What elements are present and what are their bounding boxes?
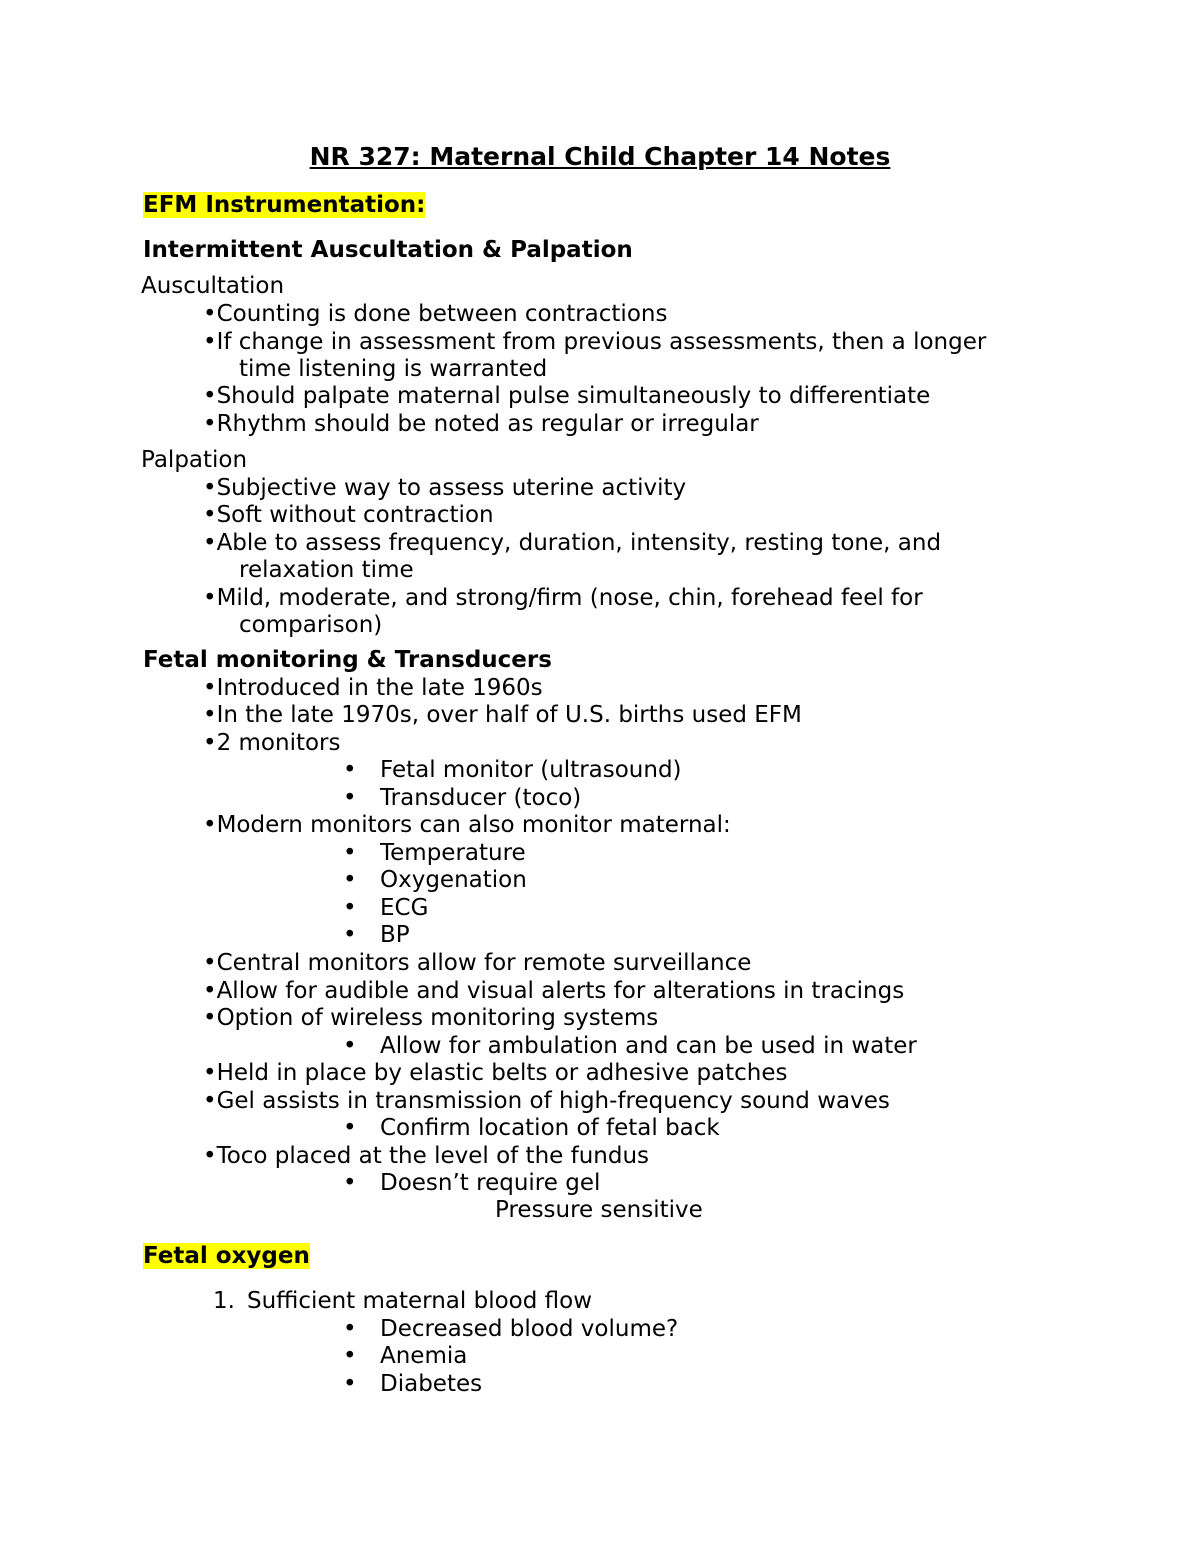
sub-list-item: Doesn’t require gel xyxy=(380,1170,601,1196)
sub-bullet: • xyxy=(343,757,357,783)
list-item-continuation: comparison) xyxy=(239,612,383,638)
list-item: •Able to assess frequency, duration, intensity, resting tone, and xyxy=(203,530,942,556)
sub-bullet: • xyxy=(343,1343,357,1369)
list-item: •Rhythm should be noted as regular or irregular xyxy=(203,411,759,437)
list-item: •Toco placed at the level of the fundus xyxy=(203,1143,650,1169)
sub-bullet: • xyxy=(343,1371,357,1397)
heading-intermittent-auscultation: Intermittent Auscultation & Palpation xyxy=(143,237,633,263)
sub-bullet: • xyxy=(343,1115,357,1141)
list-item: •In the late 1970s, over half of U.S. births used EFM xyxy=(203,702,802,728)
list-item: •2 monitors xyxy=(203,730,341,756)
list-item: •Option of wireless monitoring systems xyxy=(203,1005,659,1031)
fetal-oxygen-heading-text: Fetal oxygen xyxy=(143,1243,310,1269)
sub-list-item: Diabetes xyxy=(380,1371,483,1397)
list-item-continuation: time listening is warranted xyxy=(239,356,548,382)
heading-fetal-monitoring: Fetal monitoring & Transducers xyxy=(143,647,552,673)
sub-list-item: BP xyxy=(380,922,410,948)
sub-list-item: ECG xyxy=(380,895,429,921)
sub-list-item: Transducer (toco) xyxy=(380,785,582,811)
list-item: •Introduced in the late 1960s xyxy=(203,675,543,701)
list-item: •Gel assists in transmission of high-frequency sound waves xyxy=(203,1088,890,1114)
sub-list-item: Decreased blood volume? xyxy=(380,1316,679,1342)
list-item-continuation: relaxation time xyxy=(239,557,414,583)
list-item: •Subjective way to assess uterine activity xyxy=(203,475,687,501)
page-title: NR 327: Maternal Child Chapter 14 Notes xyxy=(309,142,891,171)
sub-bullet: • xyxy=(343,895,357,921)
sub-bullet: • xyxy=(343,922,357,948)
section-heading-fetal-oxygen xyxy=(143,1242,310,1270)
efm-heading-text: EFM Instrumentation: xyxy=(143,192,426,218)
sub-list-item: Fetal monitor (ultrasound) xyxy=(380,757,682,783)
list-number: 1. xyxy=(213,1288,235,1314)
note-text: Pressure sensitive xyxy=(495,1197,703,1223)
label-palpation: Palpation xyxy=(141,447,248,473)
list-item: •Should palpate maternal pulse simultaneously to differentiate xyxy=(203,383,931,409)
sub-bullet: • xyxy=(343,1316,357,1342)
sub-list-item: Temperature xyxy=(380,840,526,866)
sub-list-item: Allow for ambulation and can be used in water xyxy=(380,1033,917,1059)
list-item: •Allow for audible and visual alerts for alterations in tracings xyxy=(203,978,905,1004)
sub-bullet: • xyxy=(343,867,357,893)
label-auscultation: Auscultation xyxy=(141,273,285,299)
list-item: •Counting is done between contractions xyxy=(203,301,668,327)
list-item: •Held in place by elastic belts or adhesive patches xyxy=(203,1060,788,1086)
sub-bullet: • xyxy=(343,840,357,866)
list-item: •Modern monitors can also monitor maternal: xyxy=(203,812,731,838)
sub-bullet: • xyxy=(343,785,357,811)
list-item: •Central monitors allow for remote surveillance xyxy=(203,950,752,976)
sub-bullet: • xyxy=(343,1033,357,1059)
sub-bullet: • xyxy=(343,1170,357,1196)
numbered-list-item: Sufficient maternal blood flow xyxy=(247,1288,593,1314)
sub-list-item: Confirm location of fetal back xyxy=(380,1115,720,1141)
list-item: •Soft without contraction xyxy=(203,502,494,528)
sub-list-item: Oxygenation xyxy=(380,867,527,893)
section-heading-efm xyxy=(143,191,425,219)
list-item: •If change in assessment from previous assessments, then a longer xyxy=(203,329,987,355)
sub-list-item: Anemia xyxy=(380,1343,468,1369)
list-item: •Mild, moderate, and strong/firm (nose, chin, forehead feel for xyxy=(203,585,923,611)
